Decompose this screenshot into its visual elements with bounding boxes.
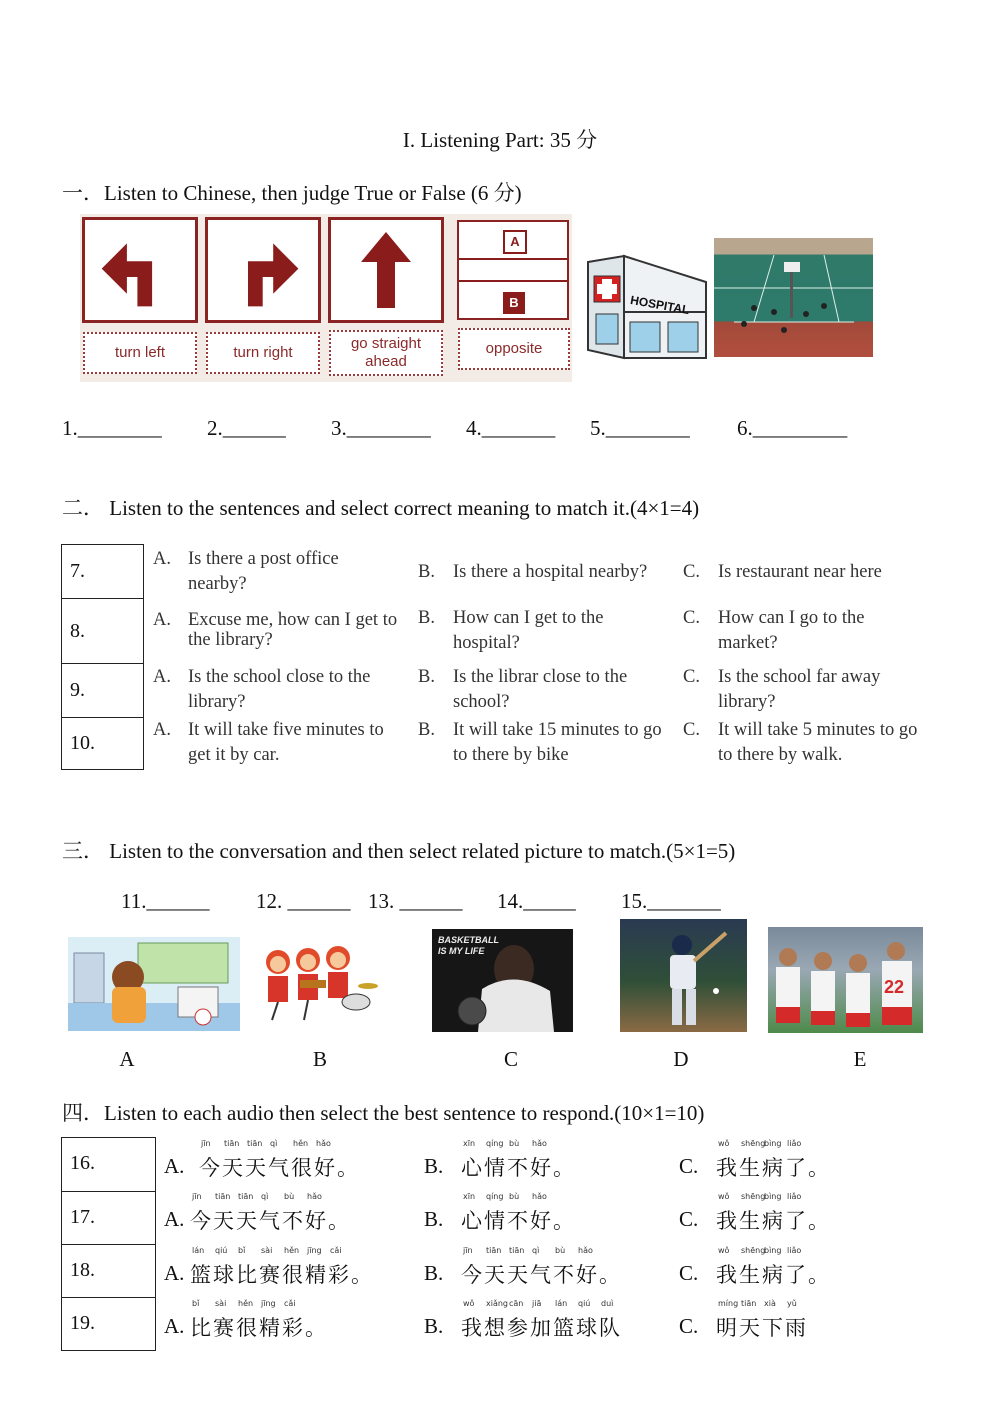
option-letter: B. <box>424 1314 444 1338</box>
q9-option-b[interactable] <box>418 665 673 717</box>
q9-option-c[interactable] <box>683 665 923 717</box>
option-letter: A. <box>164 1207 185 1231</box>
question-number-7: 7. <box>61 544 144 599</box>
turn-left-sign <box>82 217 198 323</box>
court-lines-icon <box>714 238 873 357</box>
option-letter: C. <box>683 608 700 628</box>
pinyin: liǎo <box>787 1246 802 1255</box>
turn-left-label: turn left <box>83 332 197 374</box>
answer-blank-4[interactable]: 4._______ <box>466 416 556 440</box>
pinyin: míng <box>718 1299 739 1308</box>
basketball-court-photo <box>714 238 873 357</box>
pinyin: jīn <box>463 1246 473 1255</box>
chinese-sentence: 我生病了。 <box>716 1263 831 1287</box>
picture-e-soccer-team <box>768 927 923 1033</box>
option-text: How can I get to the hospital? <box>453 608 604 653</box>
answer-blank-1[interactable]: 1.________ <box>62 416 162 440</box>
option-letter: B. <box>418 720 435 740</box>
pinyin: tiān <box>509 1246 525 1255</box>
option-letter: A. <box>164 1261 185 1285</box>
q7-option-a[interactable] <box>153 547 398 599</box>
pinyin: jīng <box>261 1299 276 1308</box>
hospital-text: HOSPITAL <box>629 292 691 318</box>
question-number-10: 10. <box>61 717 144 770</box>
pinyin: wǒ <box>718 1139 730 1148</box>
pinyin: shēng <box>741 1192 766 1201</box>
chinese-sentence: 心情不好。 <box>461 1209 576 1233</box>
option-letter: B. <box>418 562 435 582</box>
point-b-box: B <box>503 292 525 314</box>
pinyin: xià <box>764 1299 776 1308</box>
q7-option-b[interactable] <box>418 560 678 586</box>
picture-d-baseball <box>620 919 747 1032</box>
q8-option-c[interactable] <box>683 606 923 658</box>
option-letter: C. <box>679 1207 699 1231</box>
chinese-sentence: 心情不好。 <box>461 1156 576 1180</box>
q16-option-b[interactable] <box>424 1139 664 1186</box>
pinyin: jīn <box>201 1139 211 1148</box>
up-arrow-icon <box>331 220 441 320</box>
pinyin: jīng <box>307 1246 322 1255</box>
question-number-18: 18. <box>61 1244 156 1298</box>
picture-b-band <box>256 940 384 1026</box>
pinyin: xīn <box>463 1139 476 1148</box>
turn-right-label: turn right <box>206 332 320 374</box>
pinyin: yǔ <box>787 1299 797 1308</box>
pinyin: wǒ <box>718 1192 730 1201</box>
option-letter: C. <box>683 720 700 740</box>
option-letter: B. <box>424 1207 444 1231</box>
opposite-sign <box>457 220 569 320</box>
q9-option-a[interactable] <box>153 665 403 717</box>
option-letter: A. <box>164 1154 185 1178</box>
pinyin: wǒ <box>463 1299 475 1308</box>
option-letter: A. <box>153 610 171 630</box>
section1-heading: 一．Listen to Chinese, then judge True or False (6 分) <box>62 181 522 205</box>
chinese-sentence: 我生病了。 <box>716 1156 831 1180</box>
chinese-sentence: 明天下雨 <box>716 1316 808 1340</box>
pinyin: hěn <box>284 1246 300 1255</box>
pinyin: bù <box>509 1139 520 1148</box>
option-letter: C. <box>683 562 700 582</box>
answer-blank-12[interactable]: 12. ______ <box>256 889 351 913</box>
option-text: Is the school close to the library? <box>188 667 371 712</box>
pinyin: qì <box>532 1246 540 1255</box>
q18-option-b[interactable] <box>424 1246 664 1293</box>
pinyin: bù <box>284 1192 295 1201</box>
pinyin: bǐ <box>192 1299 200 1308</box>
opposite-label: opposite <box>458 328 570 370</box>
q8-option-b[interactable] <box>418 606 673 658</box>
hospital-picture <box>584 252 710 364</box>
answer-blank-14[interactable]: 14._____ <box>497 889 576 913</box>
chinese-sentence: 比赛很精彩。 <box>190 1316 328 1340</box>
question-number-9: 9. <box>61 663 144 718</box>
option-text: It will take 5 minutes to go to there by walk. <box>718 720 918 765</box>
pinyin: lán <box>192 1246 205 1255</box>
pinyin: bù <box>555 1246 566 1255</box>
q18-option-a[interactable] <box>164 1246 404 1293</box>
q19-option-b[interactable] <box>424 1299 664 1346</box>
q19-option-c[interactable] <box>679 1299 919 1346</box>
picture-a-studying <box>68 937 240 1031</box>
picture-c-basketball-poster <box>432 929 573 1032</box>
question-number-19: 19. <box>61 1297 156 1351</box>
answer-blank-2[interactable]: 2.______ <box>207 416 286 440</box>
q16-option-a[interactable] <box>164 1139 404 1186</box>
pinyin: qíng <box>486 1139 504 1148</box>
question-number-8: 8. <box>61 598 144 664</box>
answer-blank-3[interactable]: 3.________ <box>331 416 431 440</box>
picture-label-e: E <box>853 1047 867 1071</box>
section4-heading: 四．Listen to each audio then select the best sentence to respond.(10×1=10) <box>62 1101 705 1125</box>
pinyin: tiān <box>486 1246 502 1255</box>
pinyin: qì <box>261 1192 269 1201</box>
pinyin: liǎo <box>787 1192 802 1201</box>
option-text: Is there a post office nearby? <box>188 549 339 594</box>
q18-option-c[interactable] <box>679 1246 919 1293</box>
turn-left-arrow-icon <box>85 220 195 320</box>
pinyin: hǎo <box>532 1139 547 1148</box>
picture-label-d: D <box>673 1047 689 1071</box>
q10-option-b[interactable] <box>418 718 673 770</box>
q17-option-b[interactable] <box>424 1192 664 1239</box>
point-a-box: A <box>503 230 527 254</box>
q10-option-a[interactable] <box>153 718 403 770</box>
turn-right-arrow-icon <box>208 220 318 320</box>
pinyin: wǒ <box>718 1246 730 1255</box>
pinyin: xīn <box>463 1192 476 1201</box>
option-letter: B. <box>424 1154 444 1178</box>
option-letter: B. <box>418 667 435 687</box>
chinese-sentence: 我想参加篮球队 <box>461 1316 622 1340</box>
baseball-batter-icon <box>620 919 747 1032</box>
pinyin: tiān <box>247 1139 263 1148</box>
option-text: How can I go to the market? <box>718 608 865 653</box>
q17-option-a[interactable] <box>164 1192 404 1239</box>
pinyin: liǎo <box>787 1139 802 1148</box>
girl-studying-icon <box>68 937 240 1031</box>
chinese-sentence: 我生病了。 <box>716 1209 831 1233</box>
pinyin: duì <box>601 1299 614 1308</box>
pinyin: bù <box>509 1192 520 1201</box>
picture-label-b: B <box>312 1047 327 1071</box>
answer-blank-15[interactable]: 15._______ <box>621 889 721 913</box>
option-letter: A. <box>153 549 171 569</box>
poster-text: BASKETBALL IS MY LIFE <box>438 935 499 956</box>
pinyin: tiān <box>215 1192 231 1201</box>
question-number-17: 17. <box>61 1191 156 1245</box>
option-text: Excuse me, how can I get to the library? <box>188 610 398 650</box>
q8-option-a[interactable] <box>153 608 403 660</box>
answer-blank-6[interactable]: 6._________ <box>737 416 848 440</box>
answer-blank-13[interactable]: 13. ______ <box>368 889 463 913</box>
answer-blank-5[interactable]: 5.________ <box>590 416 690 440</box>
pinyin: jiā <box>532 1299 542 1308</box>
picture-label-a: A <box>119 1047 135 1071</box>
go-straight-label: go straight ahead <box>329 330 443 376</box>
pinyin: hǎo <box>532 1192 547 1201</box>
pinyin: shēng <box>741 1139 766 1148</box>
pinyin: cǎi <box>330 1246 342 1255</box>
pinyin: bǐ <box>238 1246 246 1255</box>
option-letter: C. <box>679 1314 699 1338</box>
option-letter: A. <box>153 720 171 740</box>
option-letter: B. <box>424 1261 444 1285</box>
turn-right-sign <box>205 217 321 323</box>
pinyin: cǎi <box>284 1299 296 1308</box>
q16-option-c[interactable] <box>679 1139 919 1186</box>
option-text: Is there a hospital nearby? <box>453 562 648 582</box>
answer-blank-11[interactable]: 11.______ <box>121 889 210 913</box>
option-letter: A. <box>153 667 171 687</box>
q19-option-a[interactable] <box>164 1299 404 1346</box>
chinese-sentence: 今天天气不好。 <box>190 1209 351 1233</box>
pinyin: qì <box>270 1139 278 1148</box>
page-title: I. Listening Part: 35 分 <box>402 128 598 152</box>
pinyin: hǎo <box>307 1192 322 1201</box>
pinyin: qíng <box>486 1192 504 1201</box>
q17-option-c[interactable] <box>679 1192 919 1239</box>
pinyin: shēng <box>741 1246 766 1255</box>
pinyin: cān <box>509 1299 524 1308</box>
pinyin: xiǎng <box>486 1299 509 1308</box>
section3-heading: 三． Listen to the conversation and then select related picture to match.(5×1=5) <box>62 839 736 863</box>
pinyin: qiú <box>215 1246 228 1255</box>
option-letter: C. <box>679 1261 699 1285</box>
option-text: Is restaurant near here <box>718 562 882 582</box>
option-text: It will take five minutes to get it by car. <box>188 720 384 765</box>
band-musicians-icon <box>256 940 384 1026</box>
option-letter: A. <box>164 1314 185 1338</box>
pinyin: sài <box>261 1246 273 1255</box>
pinyin: jīn <box>192 1192 202 1201</box>
q10-option-c[interactable] <box>683 718 928 770</box>
chinese-sentence: 今天天气很好。 <box>199 1156 360 1180</box>
pinyin: hǎo <box>316 1139 331 1148</box>
option-letter: C. <box>679 1154 699 1178</box>
jersey-number: 22 <box>884 977 905 997</box>
option-letter: C. <box>683 667 700 687</box>
pinyin: bìng <box>764 1192 782 1201</box>
pinyin: hǎo <box>578 1246 593 1255</box>
q7-option-c[interactable] <box>683 560 923 586</box>
section2-heading: 二． Listen to the sentences and select correct meaning to match it.(4×1=4) <box>62 496 700 520</box>
pinyin: tiān <box>224 1139 240 1148</box>
pinyin: hěn <box>238 1299 254 1308</box>
option-text: Is the librar close to the school? <box>453 667 628 712</box>
pinyin: lán <box>555 1299 568 1308</box>
go-straight-sign <box>328 217 444 323</box>
pinyin: hěn <box>293 1139 309 1148</box>
pinyin: tiān <box>741 1299 757 1308</box>
pinyin: sài <box>215 1299 227 1308</box>
pinyin: bìng <box>764 1246 782 1255</box>
chinese-sentence: 篮球比赛很精彩。 <box>190 1263 374 1287</box>
pinyin: qiú <box>578 1299 591 1308</box>
option-text: Is the school far away library? <box>718 667 881 712</box>
picture-label-c: C <box>503 1047 518 1071</box>
option-letter: B. <box>418 608 435 628</box>
pinyin: bìng <box>764 1139 782 1148</box>
chinese-sentence: 今天天气不好。 <box>461 1263 622 1287</box>
option-text: It will take 15 minutes to go to there by bike <box>453 720 662 765</box>
question-number-16: 16. <box>61 1137 156 1192</box>
pinyin: tiān <box>238 1192 254 1201</box>
